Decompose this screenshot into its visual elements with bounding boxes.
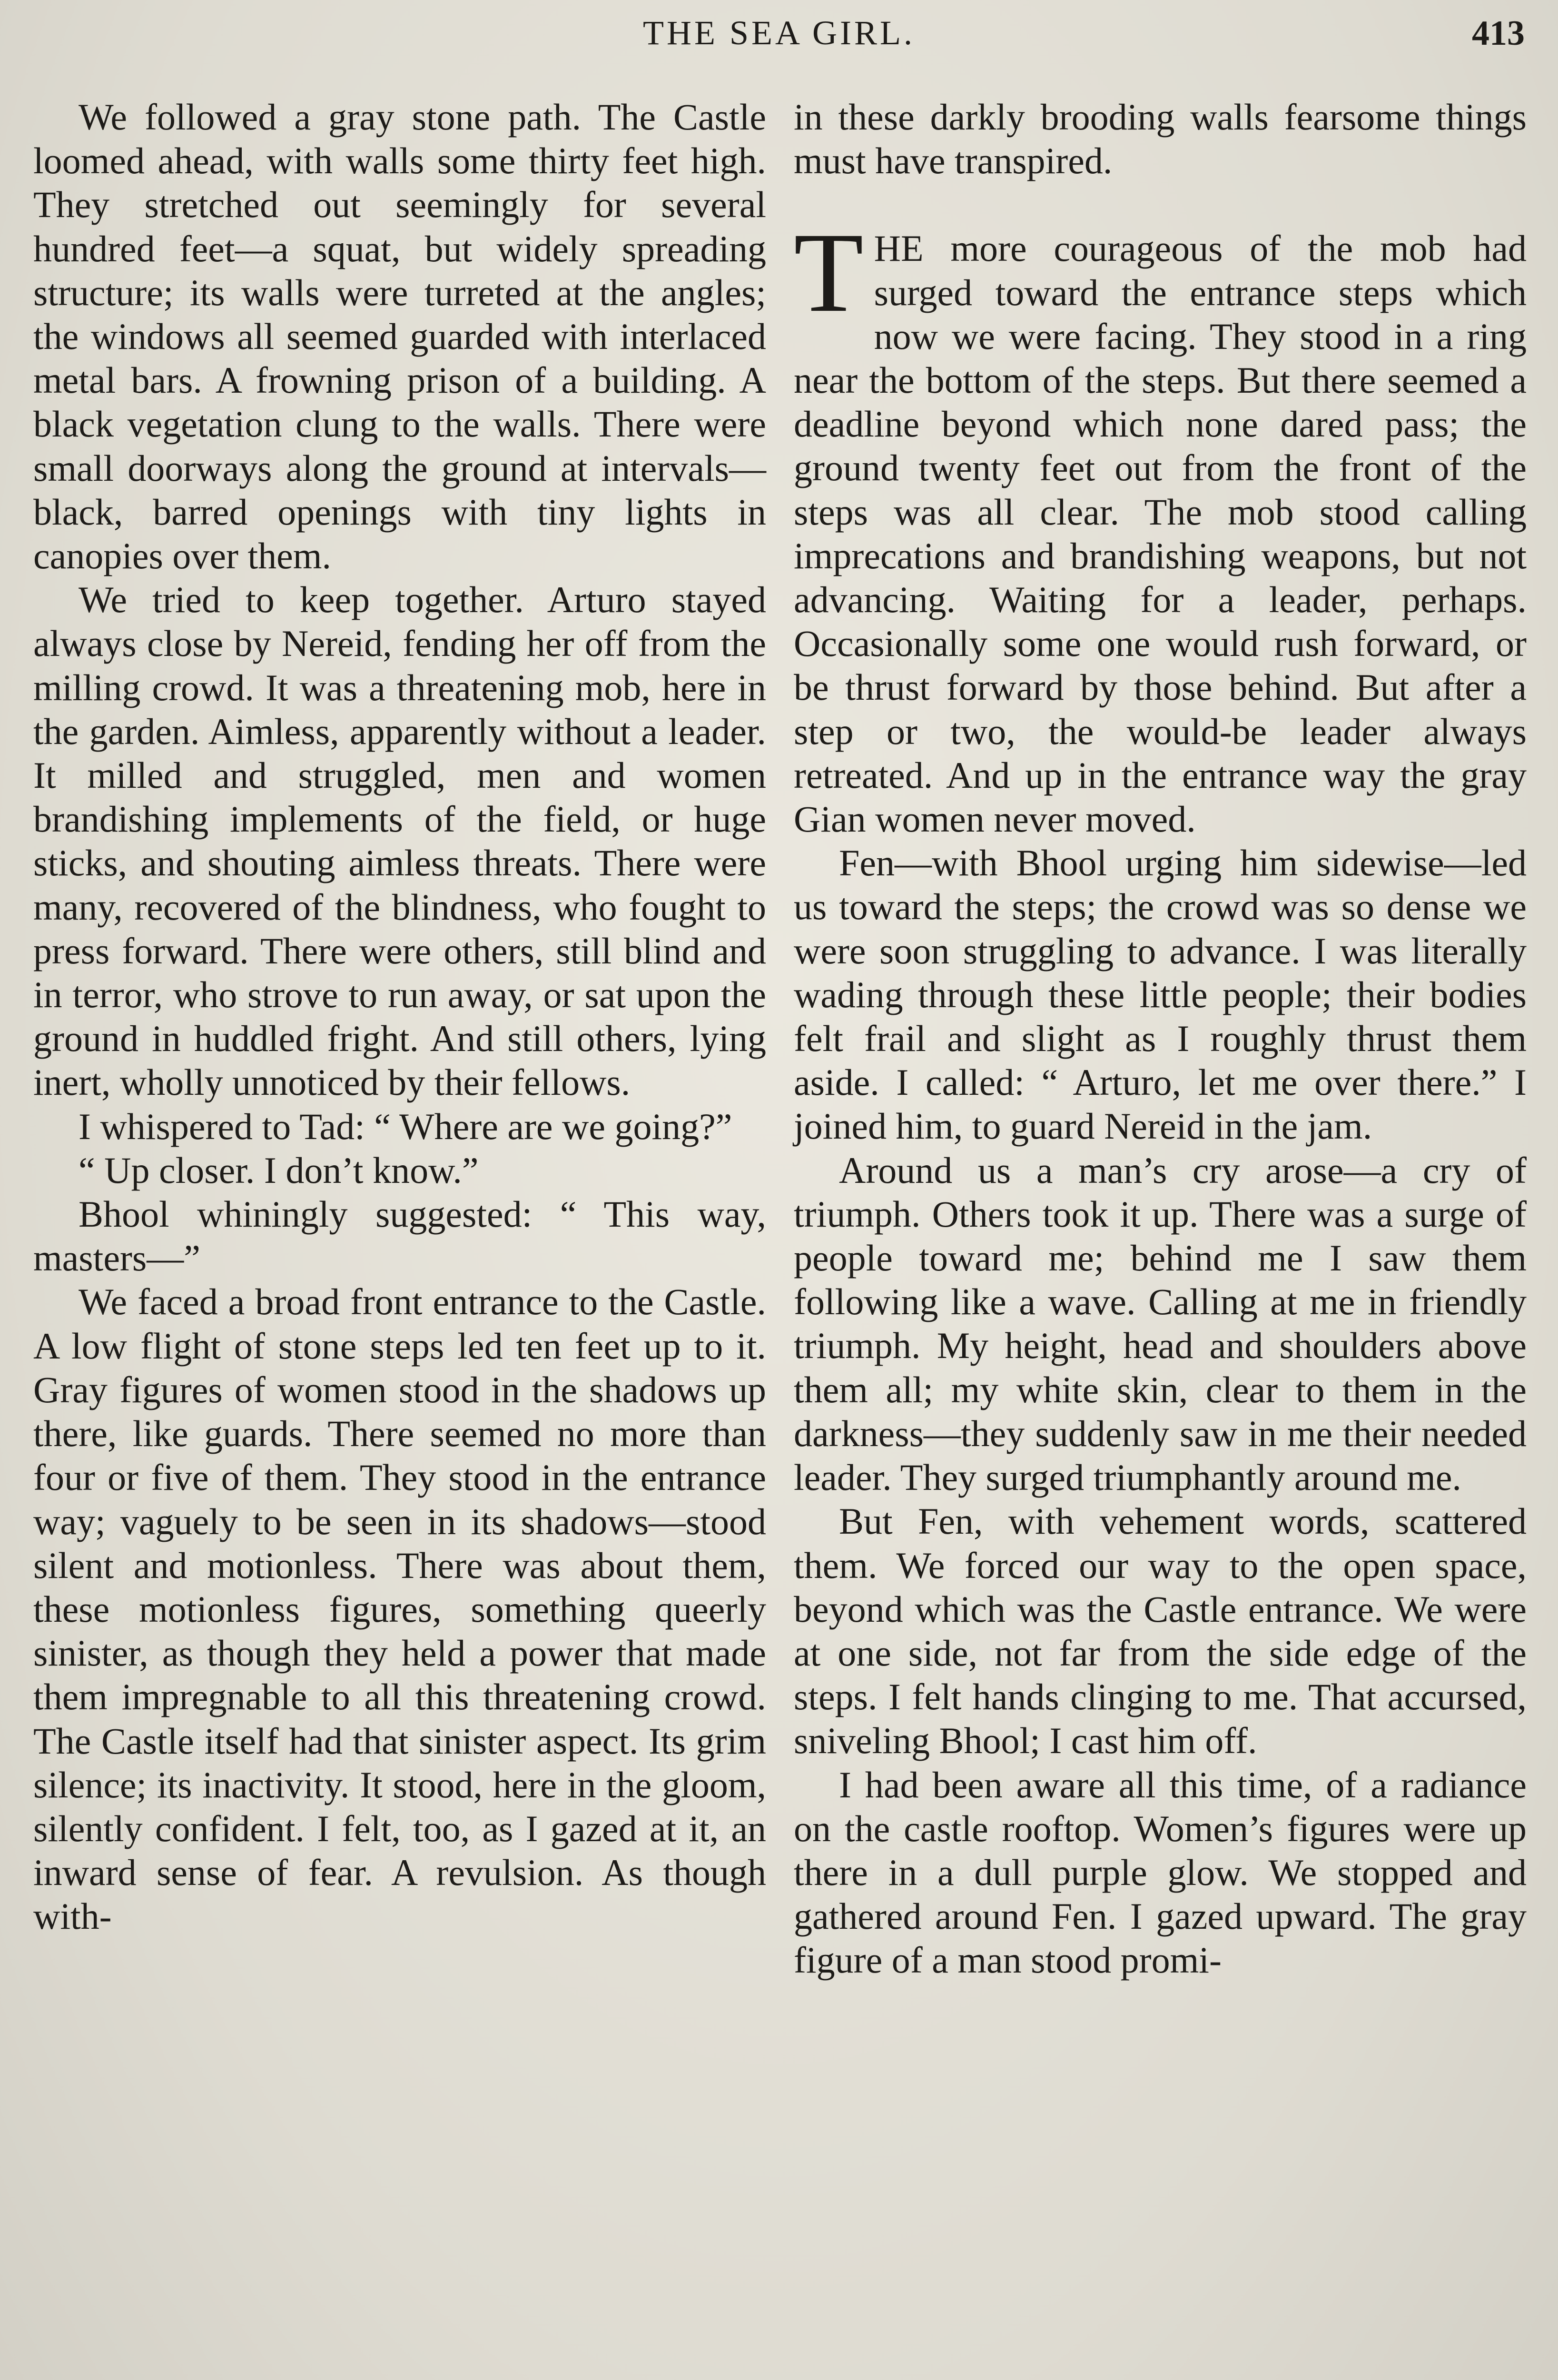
section-opening-paragraph [794,209,1527,841]
right-column [794,95,1527,1983]
running-title: THE SEA GIRL. [643,14,915,52]
page-number: 413 [1472,14,1525,53]
paragraph: We tried to keep together. Arturo stayed always close by Nereid, fending her off from the milling crowd. It was a threatening mob, here in the garden. Aimless, apparently without a leader. It milled and struggled, men and women brandishing implements of the field, or huge sticks, and shouting aimless threats. There were many, recovered of the blindness, who fought to press forward. There were others, still blind and in terror, who strove to run away, or sat upon the ground in huddled fright. And still others, lying inert, wholly unnoticed by their fellows. [33,579,766,1103]
continued-paragraph: in these darkly brooding walls fearsome things must have transpired. [794,96,1527,182]
paragraph: But Fen, with vehement words, scattered them. We forced our way to the open space, beyond which was the Castle entrance. We were at one side, not far from the side edge of the steps. I felt hands clinging to me. That accursed, sniveling Bhool; I cast him off. [794,1500,1527,1762]
paragraph: Around us a man’s cry arose—a cry of triumph. Others took it up. There was a surge of people toward me; behind me I saw them following like a wave. Calling at me in friendly triumph. My height, head and shoulders above them all; my white skin, clear to them in the darkness—they suddenly saw in me their needed leader. They surged triumphantly around me. [794,1149,1527,1498]
paragraph: Fen—with Bhool urging him sidewise—led us toward the steps; the crowd was so dense we were soon struggling to advance. I was literally wading through these little people; their bodies felt frail and slight as I roughly thrust them aside. I called: “ Arturo, let me over there.” I joined him, to guard Nereid in the jam. [794,842,1527,1147]
left-column [33,95,766,1939]
paragraph: “ Up closer. I don’t know.” [79,1149,479,1191]
paragraph: We faced a broad front entrance to the Castle. A low flight of stone steps led ten feet up to it. Gray figures of women stood in the shadows up there, like guards. There seemed no more than four or five of them. They stood in the entrance way; vaguely to be seen in its shadows—stood silent and motionless. There was about them, these motionless figures, something queerly sinister, as though they held a power that made them impregnable to all this threatening crowd. The Castle itself had that sinister aspect. Its grim silence; its inactivity. It stood, here in the gloom, silently confident. I felt, too, as I gazed at it, an inward sense of fear. A revulsion. As though with- [33,1281,766,1937]
section-opening-text: HE more courageous of the mob had surged toward the entrance steps which now we were facing. They stood in a ring near the bottom of the steps. But there seemed a deadline beyond which none dared pass; the ground twenty feet out from the front of the steps was all clear. The mob stood calling imprecations and brandishing weapons, but not advancing. Waiting for a leader, perhaps. Occasionally some one would rush forward, or be thrust forward by those behind. But after a step or two, the would-be leader always retreated. And up in the entrance way the gray Gian women never moved. [794,228,1527,840]
running-header [0,13,1558,66]
paragraph: I had been aware all this time, of a radiance on the castle rooftop. Women’s figures were up there in a dull purple glow. We stopped and gathered around Fen. I gazed upward. The gray figure of a man stood promi- [794,1764,1527,1981]
paragraph: Bhool whiningly suggested: “ This way, masters—” [33,1193,766,1279]
paragraph: We followed a gray stone path. The Castle loomed ahead, with walls some thirty feet high. They stretched out seemingly for several hundred feet—a squat, but widely spreading structure; its walls were turreted at the angles; the windows all seemed guarded with interlaced metal bars. A frowning prison of a building. A black vegetation clung to the walls. There were small doorways along the ground at intervals—black, barred openings with tiny lights in canopies over them. [33,96,766,577]
paragraph: I whispered to Tad: “ Where are we going?” [79,1105,732,1147]
drop-cap: T [794,209,864,336]
